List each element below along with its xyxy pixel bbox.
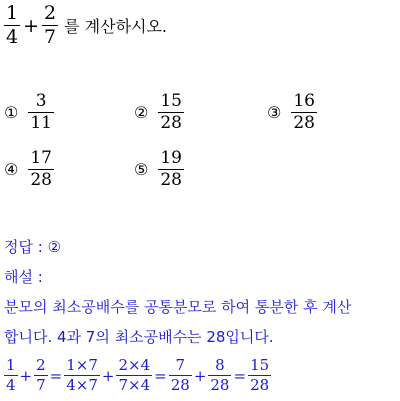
numerator: 8 (215, 356, 225, 374)
solution-label: 해설 : (4, 268, 43, 286)
denominator: 7 (36, 376, 46, 394)
denominator: 28 (160, 170, 182, 190)
solution-line-2: 합니다. 4과 7의 최소공배수는 28입니다. (4, 328, 274, 346)
eq-fraction-3 (64, 358, 100, 393)
numerator: 15 (250, 356, 270, 374)
option-2[interactable] (134, 93, 184, 132)
option-fraction (28, 93, 54, 132)
numerator: 3 (35, 91, 47, 111)
plus-sign: + (19, 366, 33, 385)
eq-fraction-4 (116, 358, 152, 393)
eq-fraction-6 (208, 358, 231, 393)
eq-fraction-5 (169, 358, 192, 393)
solution-equation (4, 358, 271, 393)
denominator: 28 (250, 376, 270, 394)
plus-sign: + (101, 366, 115, 385)
option-marker: ① (4, 103, 19, 122)
denominator: 7 (44, 26, 57, 48)
numerator: 15 (160, 91, 182, 111)
option-5[interactable] (134, 150, 184, 189)
numerator: 2 (36, 356, 46, 374)
denominator: 4 (6, 26, 19, 48)
numerator: 7 (175, 356, 186, 374)
numerator: 1 (6, 356, 16, 374)
option-3[interactable] (267, 93, 317, 132)
eq-fraction-1 (4, 358, 18, 393)
question (4, 4, 167, 47)
equals-sign: = (49, 366, 63, 385)
option-fraction (158, 150, 184, 189)
option-fraction (28, 150, 54, 189)
denominator: 28 (293, 113, 315, 133)
option-marker: ⑤ (134, 160, 149, 179)
numerator: 16 (293, 91, 315, 111)
numerator: 17 (30, 148, 52, 168)
denominator: 4×7 (66, 376, 98, 394)
numerator: 19 (160, 148, 182, 168)
option-marker: ② (134, 103, 149, 122)
question-fraction-1 (4, 4, 20, 47)
numerator: 1×7 (66, 356, 98, 374)
question-text: 를 계산하시오. (64, 17, 168, 36)
question-fraction-2 (42, 4, 58, 47)
denominator: 7×4 (118, 376, 151, 394)
denominator: 28 (160, 113, 182, 133)
plus-sign: + (23, 14, 40, 37)
numerator: 2×4 (118, 356, 151, 374)
denominator: 28 (210, 376, 230, 394)
denominator: 4 (6, 376, 16, 394)
option-1[interactable] (4, 93, 54, 132)
option-4[interactable] (4, 150, 54, 189)
eq-fraction-7 (248, 358, 271, 393)
numerator: 1 (6, 2, 19, 24)
option-fraction (158, 93, 184, 132)
equals-sign: = (154, 366, 167, 385)
option-marker: ③ (267, 103, 282, 122)
denominator: 28 (30, 170, 52, 190)
numerator: 2 (44, 2, 57, 24)
denominator: 11 (30, 113, 52, 133)
equals-sign: = (233, 366, 247, 385)
option-marker: ④ (4, 160, 19, 179)
plus-sign: + (193, 366, 207, 385)
eq-fraction-2 (34, 358, 48, 393)
answer-label: 정답 : ② (4, 238, 62, 256)
solution-line-1: 분모의 최소공배수를 공통분모로 하여 통분한 후 계산 (4, 298, 352, 316)
denominator: 28 (170, 376, 190, 394)
option-fraction (291, 93, 317, 132)
